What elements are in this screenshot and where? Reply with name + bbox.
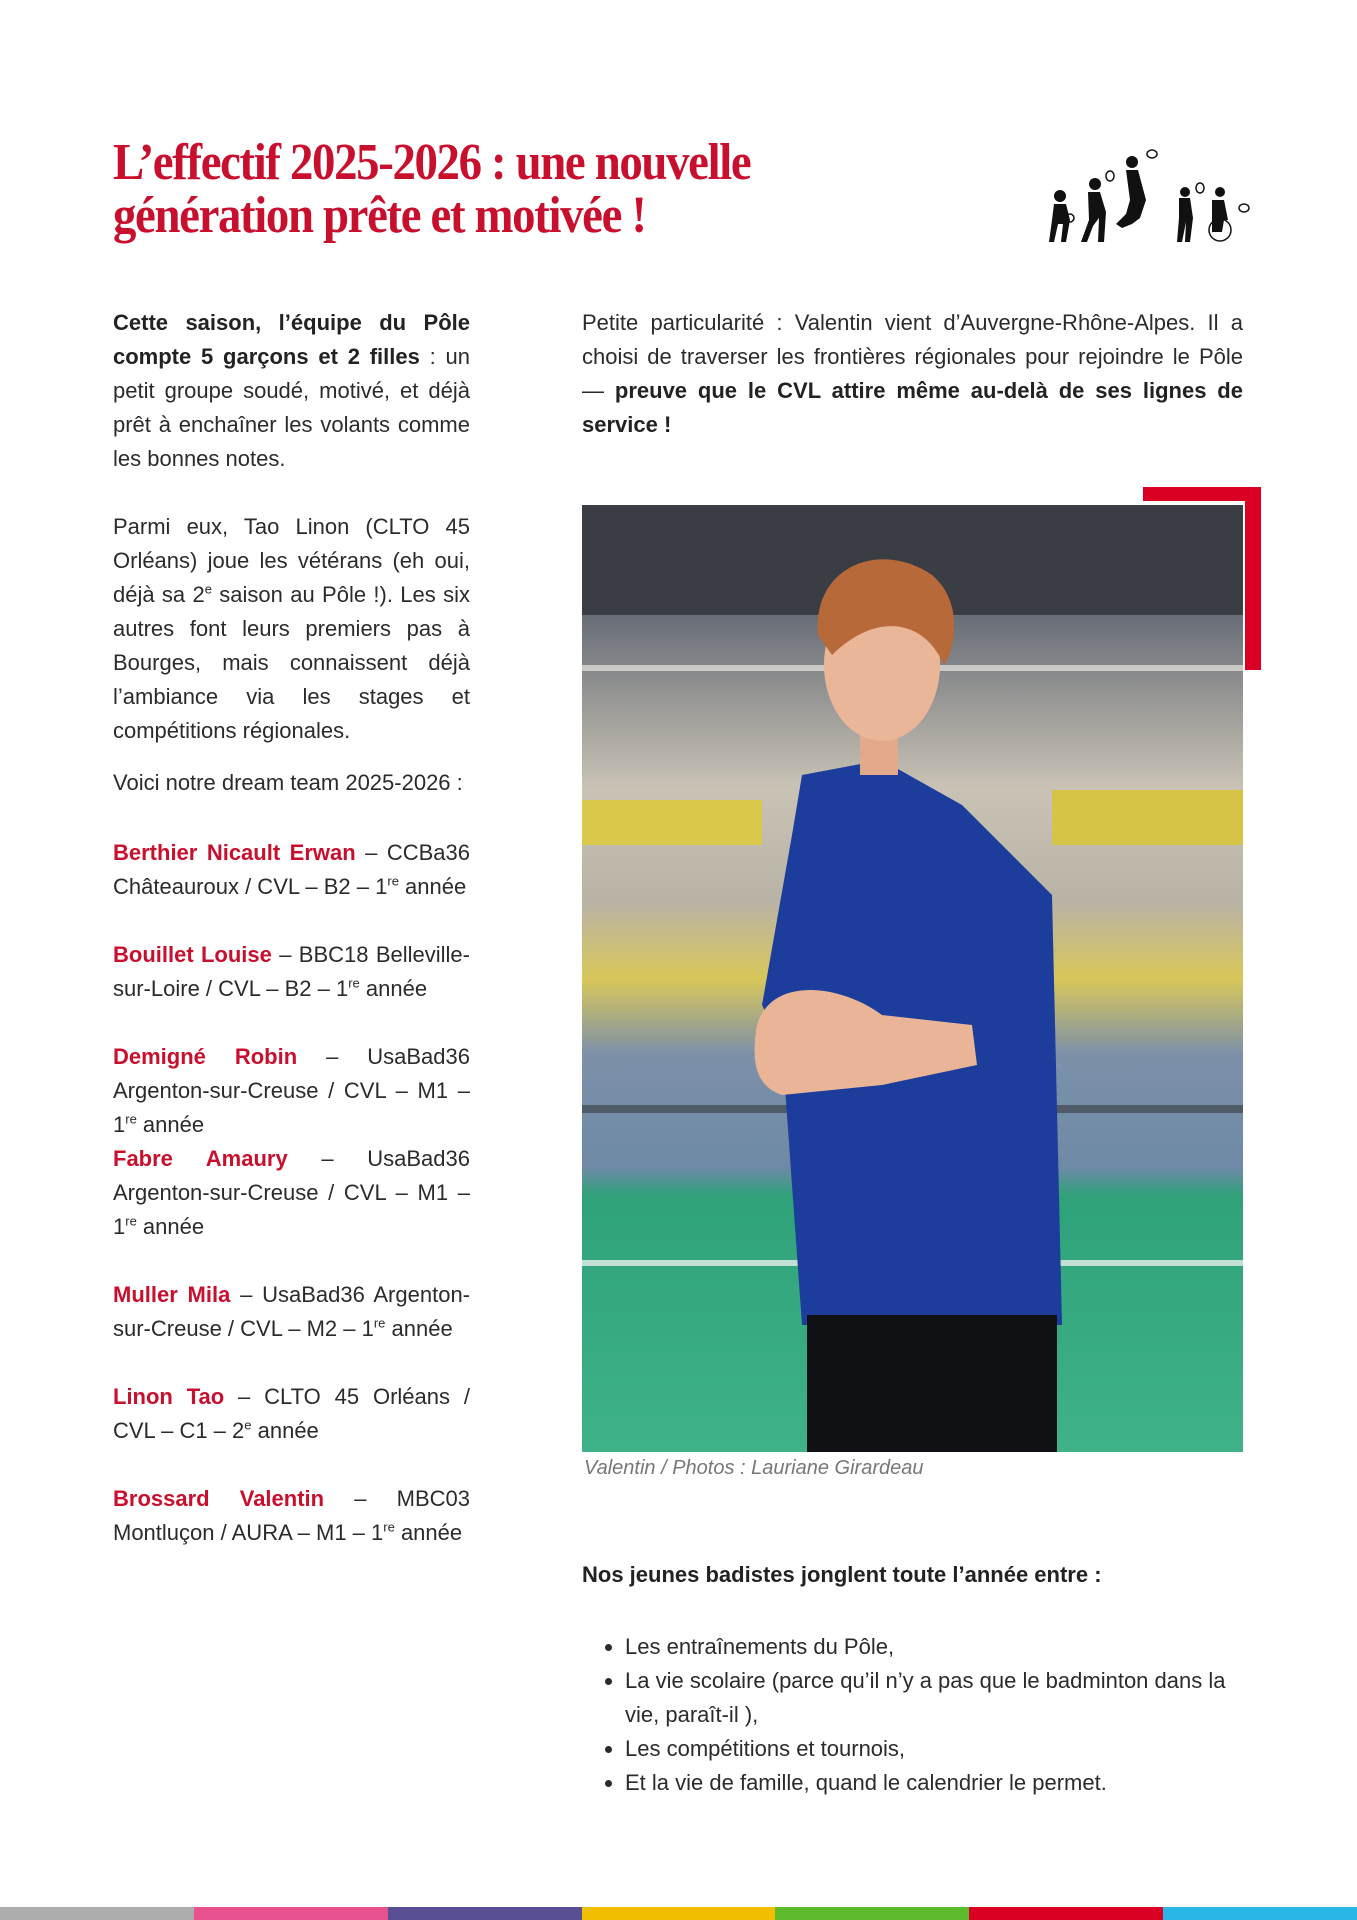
player-entry	[113, 1482, 470, 1550]
list-item: • Les entraînements du Pôle,	[625, 1630, 1243, 1664]
superscript: re	[125, 1213, 137, 1229]
color-segment	[388, 1907, 582, 1920]
player-details: – CLTO 45 Orléans / CVL – C1 – 2	[113, 1384, 470, 1443]
color-segment	[1163, 1907, 1357, 1920]
color-segment	[582, 1907, 776, 1920]
intro-bold: Cette saison, l’équipe du Pôle compte 5 garçons et 2 filles	[113, 310, 470, 369]
superscript: re	[373, 1315, 386, 1331]
player-name: Muller Mila	[113, 1282, 231, 1307]
veteran-text-b: saison au Pôle !). Les six autres font leurs premiers pas à Bourges, mais connaissent déjà l’ambiance via les stages et compétitions régionales.	[113, 582, 470, 743]
title-line-2: génération prête et motivée !	[113, 187, 646, 244]
player-entry	[113, 938, 470, 1006]
player-details: – UsaBad36 Argenton-sur-Creuse / CVL – M2 – 1	[113, 1282, 471, 1341]
player-year: année	[385, 1316, 453, 1341]
player-name: Demigné Robin	[113, 1044, 298, 1069]
player-list	[113, 836, 470, 1550]
valentin-paragraph	[582, 306, 1243, 442]
decorative-frame-side	[1245, 487, 1261, 670]
player-year: année	[136, 1214, 205, 1239]
player-year: année	[136, 1112, 205, 1137]
player-details: – UsaBad36 Argenton-sur-Creuse / CVL – M1 – 1	[113, 1044, 470, 1137]
player-entry	[113, 1040, 470, 1142]
player-year: année	[398, 874, 467, 899]
list-item: • Les compétitions et tournois,	[625, 1732, 1243, 1766]
player-entry	[113, 1278, 470, 1346]
activity-list	[582, 1630, 1243, 1800]
list-heading: Nos jeunes badistes jonglent toute l’année entre :	[582, 1562, 1102, 1587]
page-title	[113, 136, 750, 242]
player-details: – MBC03 Montluçon / AURA – M1 – 1	[113, 1486, 470, 1545]
player-entry	[113, 1142, 470, 1244]
player-entry	[113, 1380, 470, 1448]
player-name: Fabre Amaury	[113, 1146, 288, 1171]
badminton-players-icon	[1040, 148, 1250, 244]
player-year: année	[251, 1418, 319, 1443]
list-item: • La vie scolaire (parce qu’il n’y a pas que le badminton dans la vie, paraît-il ),	[625, 1664, 1243, 1732]
color-footer-bar	[0, 1907, 1357, 1920]
player-name: Bouillet Louise	[113, 942, 272, 967]
superscript: e	[204, 581, 212, 597]
player-name: Linon Tao	[113, 1384, 225, 1409]
superscript: e	[244, 1417, 252, 1433]
superscript: re	[383, 1519, 395, 1535]
player-name: Brossard Valentin	[113, 1486, 325, 1511]
intro-paragraph	[113, 306, 470, 476]
player-photo	[582, 505, 1243, 1452]
superscript: re	[348, 975, 360, 991]
veteran-paragraph	[113, 510, 470, 748]
player-entry	[113, 836, 470, 904]
photo-caption: Valentin / Photos : Lauriane Girardeau	[584, 1457, 924, 1479]
color-segment	[775, 1907, 969, 1920]
list-item: • Et la vie de famille, quand le calendrier le permet.	[625, 1766, 1243, 1800]
color-segment	[969, 1907, 1163, 1920]
player-details: – CCBa36 Châteauroux / CVL – B2 – 1	[113, 840, 470, 899]
valentin-bold: preuve que le CVL attire même au-delà de ses lignes de service !	[582, 378, 1243, 437]
decorative-frame-top	[1143, 487, 1261, 501]
player-details: – BBC18 Belleville-sur-Loire / CVL – B2 – 1	[113, 942, 470, 1001]
color-segment	[194, 1907, 388, 1920]
dream-team-intro: Voici notre dream team 2025-2026 :	[113, 770, 463, 795]
player-year: année	[394, 1520, 463, 1545]
title-line-1: L’effectif 2025-2026 : une nouvelle	[113, 134, 751, 191]
superscript: re	[387, 873, 399, 889]
player-year: année	[359, 976, 428, 1001]
intro-text: : un petit groupe soudé, motivé, et déjà prêt à enchaîner les volants comme les bonnes notes.	[113, 344, 471, 471]
left-column	[113, 306, 470, 1550]
superscript: re	[125, 1111, 137, 1127]
color-segment	[0, 1907, 194, 1920]
valentin-text: Petite particularité : Valentin vient d’Auvergne-Rhône-Alpes. Il a choisi de traverser les frontières régionales pour rejoindre le Pôle —	[582, 310, 1243, 403]
photo-illustration	[582, 505, 1243, 1452]
veteran-text-a: Parmi eux, Tao Linon (CLTO 45 Orléans) joue les vétérans (eh oui, déjà sa 2	[113, 514, 470, 607]
player-name: Berthier Nicault Erwan	[113, 840, 356, 865]
player-details: – UsaBad36 Argenton-sur-Creuse / CVL – M1 – 1	[113, 1146, 471, 1239]
